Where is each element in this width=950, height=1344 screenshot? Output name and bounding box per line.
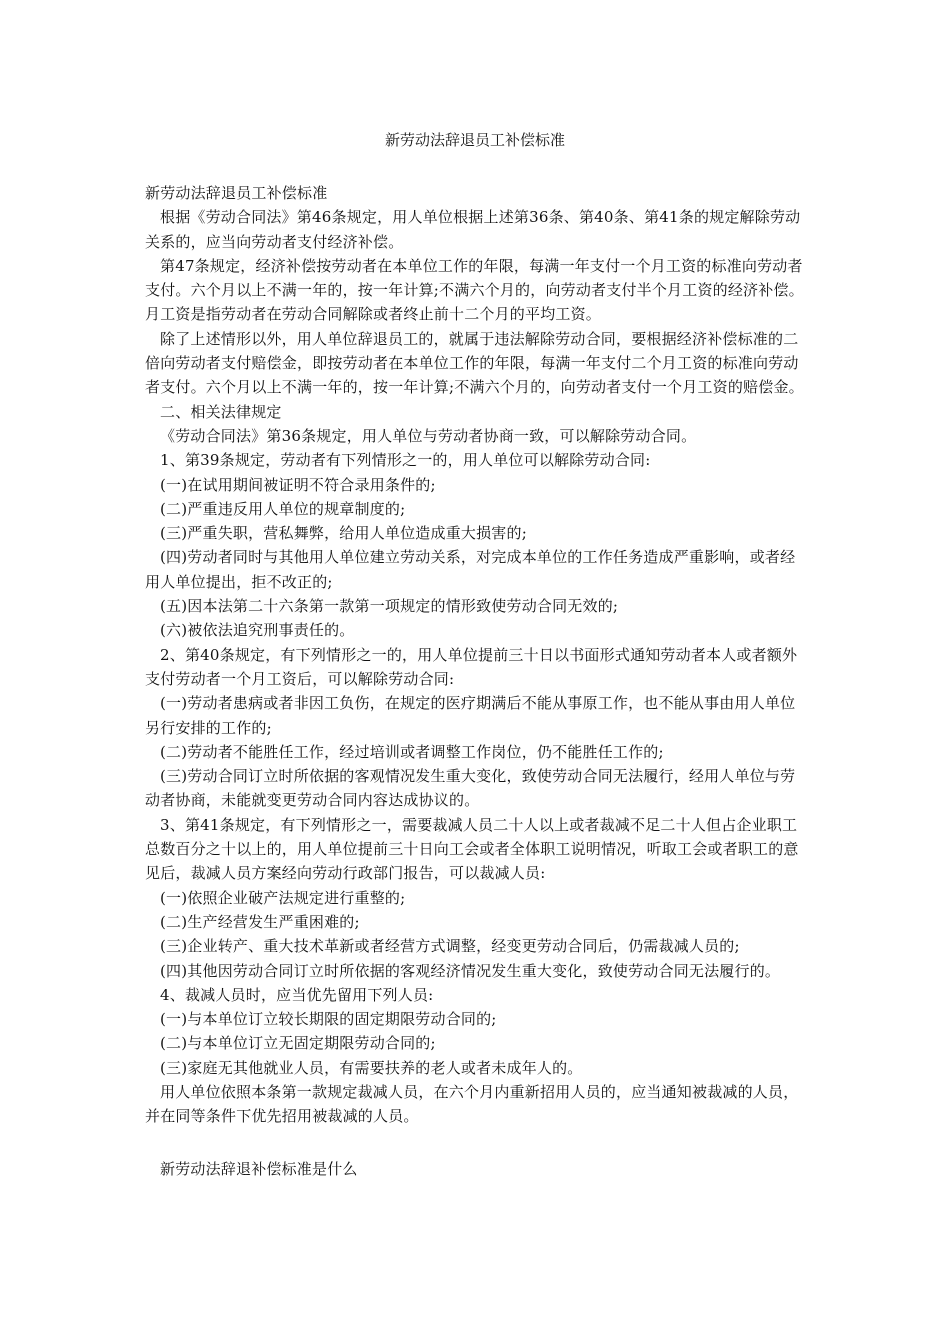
- document-title: 新劳动法辞退员工补偿标准: [384, 131, 565, 149]
- list-item: (三)严重失职，营私舞弊，给用人单位造成重大损害的;: [160, 524, 527, 543]
- list-item: (二)生产经营发生严重困难的;: [160, 912, 360, 931]
- paragraph: 第47条规定，经济补偿按劳动者在本单位工作的年限，每满一年支付一个月工资的标准向劳动者支付。六个月以上不满一年的，按一年计算;不满六个月的，向劳动者支付半个月工资的经济补偿。月工资是指劳动者在劳动合同解除或者终止前十二个月的平均工资。: [145, 256, 804, 324]
- list-item: (一)依照企业破产法规定进行重整的;: [160, 888, 406, 907]
- list-item: (五)因本法第二十六条第一款第一项规定的情形致使劳动合同无效的;: [160, 597, 619, 616]
- list-item: (一)在试用期间被证明不符合录用条件的;: [160, 475, 436, 494]
- list-item: (六)被依法追究刑事责任的。: [160, 621, 355, 640]
- list-heading: 2、第40条规定，有下列情形之一的，用人单位提前三十日以书面形式通知劳动者本人或者额外支付劳动者一个月工资后，可以解除劳动合同:: [145, 645, 798, 688]
- paragraph: 根据《劳动合同法》第46条规定，用人单位根据上述第36条、第40条、第41条的规定解除劳动关系的，应当向劳动者支付经济补偿。: [145, 208, 801, 251]
- list-item: (一)劳动者患病或者非因工负伤，在规定的医疗期满后不能从事原工作，也不能从事由用人单位另行安排的工作的;: [145, 694, 796, 737]
- spacer: [145, 1129, 810, 1157]
- list-item: (一)与本单位订立较长期限的固定期限劳动合同的;: [160, 1010, 497, 1029]
- list-item: (二)严重违反用人单位的规章制度的;: [160, 499, 406, 518]
- list-item: (三)劳动合同订立时所依据的客观情况发生重大变化，致使劳动合同无法履行，经用人单位与劳动者协商，未能就变更劳动合同内容达成协议的。: [145, 767, 796, 810]
- document-body: [145, 181, 810, 1181]
- list-item: (三)家庭无其他就业人员，有需要扶养的老人或者未成年人的。: [160, 1058, 583, 1077]
- list-heading: 4、裁减人员时，应当优先留用下列人员:: [160, 985, 434, 1004]
- paragraph: 《劳动合同法》第36条规定，用人单位与劳动者协商一致，可以解除劳动合同。: [160, 426, 697, 445]
- paragraph: 除了上述情形以外，用人单位辞退员工的，就属于违法解除劳动合同，要根据经济补偿标准的二倍向劳动者支付赔偿金，即按劳动者在本单位工作的年限，每满一年支付二个月工资的标准向劳动者支付。六个月以上不满一年的，按一年计算;不满六个月的，向劳动者支付一个月工资的赔偿金。: [145, 329, 804, 397]
- paragraph: 新劳动法辞退员工补偿标准: [145, 184, 328, 202]
- list-item: (四)劳动者同时与其他用人单位建立劳动关系，对完成本单位的工作任务造成严重影响，或者经用人单位提出，拒不改正的;: [145, 548, 796, 591]
- list-item: (三)企业转产、重大技术革新或者经营方式调整，经变更劳动合同后，仍需裁减人员的;: [160, 937, 740, 956]
- list-item: (二)劳动者不能胜任工作，经过培训或者调整工作岗位，仍不能胜任工作的;: [160, 742, 664, 761]
- list-heading: 1、第39条规定，劳动者有下列情形之一的，用人单位可以解除劳动合同:: [160, 451, 651, 470]
- list-item: (二)与本单位订立无固定期限劳动合同的;: [160, 1034, 436, 1053]
- footer-heading: 新劳动法辞退补偿标准是什么: [160, 1159, 358, 1178]
- section-heading: 二、相关法律规定: [160, 402, 282, 421]
- list-heading: 3、第41条规定，有下列情形之一，需要裁减人员二十人以上或者裁减不足二十人但占企业职工总数百分之十以上的，用人单位提前三十日向工会或者全体职工说明情况，听取工会或者职工的意见后，裁减人员方案经向劳动行政部门报告，可以裁减人员:: [145, 815, 799, 883]
- paragraph: 用人单位依照本条第一款规定裁减人员，在六个月内重新招用人员的，应当通知被裁减的人员，并在同等条件下优先招用被裁减的人员。: [145, 1082, 799, 1126]
- list-item: (四)其他因劳动合同订立时所依据的客观经济情况发生重大变化，致使劳动合同无法履行的。: [160, 961, 781, 980]
